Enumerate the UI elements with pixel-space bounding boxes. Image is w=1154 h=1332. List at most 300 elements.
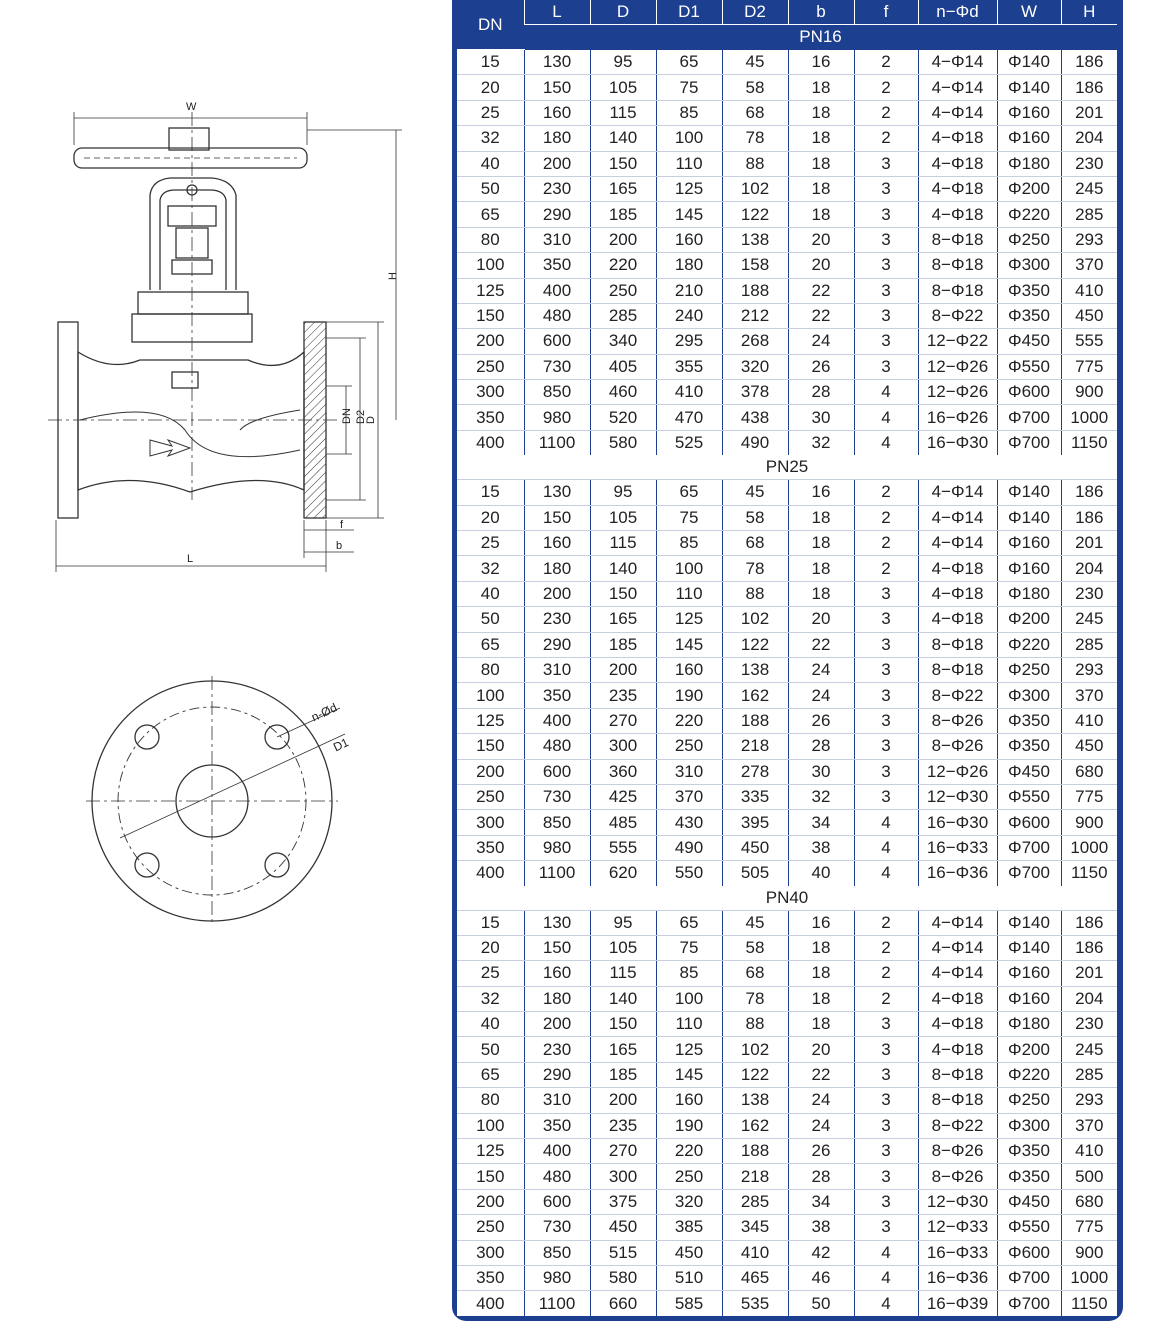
table-cell: 20: [457, 75, 524, 100]
dim-label-d2: D2: [355, 409, 367, 424]
table-cell: 620: [590, 861, 656, 886]
table-cell: 310: [524, 657, 590, 682]
table-cell: 18: [788, 531, 854, 556]
table-row: [457, 986, 1117, 1011]
dim-label-b: b: [336, 540, 343, 552]
table-cell: 186: [1061, 935, 1117, 960]
table-cell: 16−Φ36: [918, 861, 997, 886]
table-cell: 285: [1061, 1062, 1117, 1087]
table-cell: Φ300: [997, 1113, 1061, 1138]
table-cell: 186: [1061, 75, 1117, 100]
table-cell: 12−Φ26: [918, 759, 997, 784]
table-cell: 12−Φ30: [918, 1189, 997, 1214]
table-cell: Φ350: [997, 303, 1061, 328]
table-cell: 850: [524, 810, 590, 835]
table-cell: 500: [1061, 1164, 1117, 1189]
table-cell: 350: [524, 683, 590, 708]
table-cell: 20: [457, 935, 524, 960]
table-cell: Φ160: [997, 100, 1061, 125]
table-cell: 410: [656, 380, 722, 405]
table-cell: 102: [722, 607, 788, 632]
table-cell: 165: [590, 607, 656, 632]
table-cell: 105: [590, 75, 656, 100]
table-cell: 150: [457, 734, 524, 759]
table-cell: 370: [1061, 1113, 1117, 1138]
table-cell: Φ140: [997, 480, 1061, 505]
table-cell: 190: [656, 1113, 722, 1138]
table-row: [457, 935, 1117, 960]
table-cell: 480: [524, 1164, 590, 1189]
table-row: [457, 1215, 1117, 1240]
table-cell: 250: [590, 278, 656, 303]
table-cell: 230: [1061, 1012, 1117, 1037]
table-cell: 285: [1061, 202, 1117, 227]
table-cell: 145: [656, 632, 722, 657]
table-cell: 45: [722, 910, 788, 935]
table-cell: 20: [788, 607, 854, 632]
table-row: [457, 861, 1117, 886]
table-cell: 250: [656, 1164, 722, 1189]
table-cell: 295: [656, 329, 722, 354]
table-cell: 730: [524, 354, 590, 379]
dim-label-d: D: [365, 416, 377, 424]
table-cell: 25: [457, 531, 524, 556]
table-cell: 220: [656, 1139, 722, 1164]
table-cell: 4−Φ18: [918, 126, 997, 151]
pressure-group-row: [457, 455, 1117, 480]
table-cell: 18: [788, 100, 854, 125]
table-row: [457, 1164, 1117, 1189]
table-cell: 65: [457, 1062, 524, 1087]
table-cell: 212: [722, 303, 788, 328]
table-cell: 100: [457, 683, 524, 708]
table-cell: 162: [722, 1113, 788, 1138]
table-row: [457, 1265, 1117, 1290]
table-cell: Φ700: [997, 1265, 1061, 1290]
table-cell: 350: [524, 1113, 590, 1138]
table-cell: 4−Φ14: [918, 961, 997, 986]
table-cell: 50: [457, 1037, 524, 1062]
table-cell: 45: [722, 50, 788, 75]
table-cell: Φ350: [997, 1164, 1061, 1189]
table-cell: 2: [854, 50, 918, 75]
spec-table: [457, 0, 1117, 1316]
table-cell: 122: [722, 202, 788, 227]
table-cell: 490: [722, 430, 788, 455]
table-cell: 150: [590, 151, 656, 176]
table-cell: 268: [722, 329, 788, 354]
table-cell: 4: [854, 1240, 918, 1265]
table-cell: 140: [590, 556, 656, 581]
table-cell: 2: [854, 986, 918, 1011]
table-cell: 350: [457, 835, 524, 860]
table-cell: 355: [656, 354, 722, 379]
table-cell: 100: [656, 126, 722, 151]
table-cell: 4−Φ14: [918, 480, 997, 505]
table-cell: 4−Φ14: [918, 531, 997, 556]
table-row: [457, 632, 1117, 657]
table-cell: 125: [656, 607, 722, 632]
table-cell: 4−Φ18: [918, 176, 997, 201]
table-cell: 3: [854, 1012, 918, 1037]
spec-table-frame: [452, 0, 1123, 1321]
table-cell: 425: [590, 784, 656, 809]
table-cell: 18: [788, 556, 854, 581]
table-cell: Φ140: [997, 505, 1061, 530]
table-cell: 410: [1061, 278, 1117, 303]
table-cell: 105: [590, 935, 656, 960]
table-cell: 68: [722, 961, 788, 986]
table-cell: Φ140: [997, 910, 1061, 935]
table-cell: Φ180: [997, 581, 1061, 606]
table-cell: 555: [590, 835, 656, 860]
table-cell: Φ550: [997, 784, 1061, 809]
col-header-b: b: [788, 0, 854, 25]
table-cell: 100: [656, 556, 722, 581]
table-cell: 115: [590, 961, 656, 986]
table-cell: 660: [590, 1291, 656, 1316]
table-cell: 204: [1061, 986, 1117, 1011]
table-cell: 450: [722, 835, 788, 860]
table-cell: 16−Φ36: [918, 1265, 997, 1290]
dim-label-w: W: [186, 101, 197, 113]
table-cell: 125: [457, 278, 524, 303]
table-cell: 438: [722, 405, 788, 430]
table-cell: 145: [656, 1062, 722, 1087]
table-cell: 188: [722, 1139, 788, 1164]
table-row: [457, 1012, 1117, 1037]
table-cell: 200: [524, 581, 590, 606]
table-cell: 285: [1061, 632, 1117, 657]
table-cell: 250: [457, 784, 524, 809]
table-cell: 290: [524, 1062, 590, 1087]
table-cell: 18: [788, 126, 854, 151]
table-cell: 78: [722, 126, 788, 151]
table-cell: 28: [788, 734, 854, 759]
table-cell: 220: [656, 708, 722, 733]
table-cell: 3: [854, 683, 918, 708]
table-cell: Φ220: [997, 202, 1061, 227]
table-cell: 240: [656, 303, 722, 328]
table-cell: Φ700: [997, 835, 1061, 860]
table-cell: 201: [1061, 961, 1117, 986]
table-cell: 115: [590, 100, 656, 125]
table-cell: Φ250: [997, 657, 1061, 682]
table-cell: 130: [524, 480, 590, 505]
table-cell: 3: [854, 176, 918, 201]
table-cell: 8−Φ26: [918, 1164, 997, 1189]
table-cell: 3: [854, 607, 918, 632]
table-cell: Φ160: [997, 126, 1061, 151]
table-row: [457, 759, 1117, 784]
table-cell: 25: [457, 100, 524, 125]
table-cell: 45: [722, 480, 788, 505]
table-cell: 160: [656, 1088, 722, 1113]
table-cell: 185: [590, 632, 656, 657]
table-cell: 775: [1061, 784, 1117, 809]
table-cell: 230: [524, 607, 590, 632]
table-cell: 32: [788, 784, 854, 809]
table-cell: Φ250: [997, 1088, 1061, 1113]
table-cell: 25: [457, 961, 524, 986]
table-cell: 278: [722, 759, 788, 784]
table-cell: 400: [524, 1139, 590, 1164]
table-cell: 190: [656, 683, 722, 708]
table-cell: 15: [457, 50, 524, 75]
table-cell: 3: [854, 253, 918, 278]
table-cell: 320: [722, 354, 788, 379]
table-cell: 200: [590, 1088, 656, 1113]
table-cell: 4−Φ18: [918, 556, 997, 581]
table-cell: 4: [854, 861, 918, 886]
table-cell: 115: [590, 531, 656, 556]
table-cell: 24: [788, 329, 854, 354]
table-cell: 300: [457, 810, 524, 835]
table-row: [457, 1062, 1117, 1087]
table-row: [457, 354, 1117, 379]
table-cell: 310: [656, 759, 722, 784]
table-cell: Φ160: [997, 961, 1061, 986]
table-cell: 3: [854, 759, 918, 784]
table-cell: 95: [590, 50, 656, 75]
table-cell: 18: [788, 75, 854, 100]
table-cell: 850: [524, 1240, 590, 1265]
table-cell: 4−Φ18: [918, 1037, 997, 1062]
col-header-d: D: [590, 0, 656, 25]
table-cell: 4−Φ14: [918, 935, 997, 960]
table-cell: 2: [854, 961, 918, 986]
table-row: [457, 1139, 1117, 1164]
table-cell: 230: [524, 1037, 590, 1062]
table-cell: 40: [788, 861, 854, 886]
table-cell: 125: [656, 1037, 722, 1062]
table-cell: 15: [457, 910, 524, 935]
table-cell: 410: [1061, 1139, 1117, 1164]
table-cell: 3: [854, 1037, 918, 1062]
table-cell: 4: [854, 1291, 918, 1316]
table-cell: 158: [722, 253, 788, 278]
table-cell: Φ450: [997, 759, 1061, 784]
table-cell: 32: [457, 126, 524, 151]
table-cell: 65: [457, 632, 524, 657]
table-cell: 345: [722, 1215, 788, 1240]
table-cell: Φ180: [997, 151, 1061, 176]
table-cell: 180: [524, 126, 590, 151]
table-cell: 293: [1061, 657, 1117, 682]
table-cell: 30: [788, 405, 854, 430]
valve-side-view: [48, 112, 338, 518]
table-cell: 85: [656, 531, 722, 556]
table-cell: 200: [524, 151, 590, 176]
table-row: [457, 581, 1117, 606]
table-cell: 235: [590, 683, 656, 708]
table-cell: 12−Φ26: [918, 380, 997, 405]
table-cell: Φ700: [997, 405, 1061, 430]
table-cell: 350: [457, 405, 524, 430]
table-cell: 1150: [1061, 430, 1117, 455]
table-cell: 110: [656, 581, 722, 606]
table-cell: 555: [1061, 329, 1117, 354]
table-cell: 58: [722, 935, 788, 960]
table-row: [457, 1113, 1117, 1138]
table-row: [457, 1189, 1117, 1214]
dim-label-l: L: [187, 553, 194, 565]
table-cell: 250: [457, 354, 524, 379]
table-cell: 26: [788, 1139, 854, 1164]
table-cell: 220: [590, 253, 656, 278]
table-cell: Φ600: [997, 810, 1061, 835]
table-cell: Φ220: [997, 632, 1061, 657]
table-cell: 80: [457, 657, 524, 682]
table-cell: 600: [524, 329, 590, 354]
table-cell: 480: [524, 734, 590, 759]
table-cell: 730: [524, 1215, 590, 1240]
table-cell: 200: [524, 1012, 590, 1037]
table-cell: 3: [854, 632, 918, 657]
table-cell: 100: [457, 1113, 524, 1138]
table-cell: 100: [457, 253, 524, 278]
table-cell: 88: [722, 581, 788, 606]
col-header-dn: DN: [457, 0, 524, 50]
table-cell: 4−Φ18: [918, 202, 997, 227]
table-cell: 8−Φ26: [918, 1139, 997, 1164]
table-cell: 140: [590, 126, 656, 151]
table-cell: 18: [788, 176, 854, 201]
table-cell: 150: [590, 581, 656, 606]
table-cell: 16−Φ30: [918, 430, 997, 455]
table-cell: 80: [457, 1088, 524, 1113]
table-cell: 26: [788, 354, 854, 379]
table-cell: 200: [590, 227, 656, 252]
table-cell: 230: [524, 176, 590, 201]
table-cell: 525: [656, 430, 722, 455]
table-cell: 3: [854, 1139, 918, 1164]
table-cell: Φ550: [997, 1215, 1061, 1240]
table-row: [457, 253, 1117, 278]
table-cell: 110: [656, 1012, 722, 1037]
table-cell: 4−Φ18: [918, 581, 997, 606]
table-cell: 58: [722, 75, 788, 100]
table-cell: 4−Φ14: [918, 505, 997, 530]
table-cell: Φ700: [997, 861, 1061, 886]
table-cell: 40: [457, 151, 524, 176]
table-cell: Φ200: [997, 176, 1061, 201]
table-cell: 4−Φ14: [918, 75, 997, 100]
table-cell: 24: [788, 1113, 854, 1138]
table-cell: 8−Φ18: [918, 253, 997, 278]
table-row: [457, 657, 1117, 682]
table-cell: 580: [590, 1265, 656, 1290]
table-cell: 12−Φ33: [918, 1215, 997, 1240]
table-cell: 3: [854, 784, 918, 809]
table-cell: 75: [656, 505, 722, 530]
table-cell: 16: [788, 50, 854, 75]
table-cell: 20: [457, 505, 524, 530]
table-cell: 340: [590, 329, 656, 354]
table-cell: 4−Φ18: [918, 1012, 997, 1037]
table-cell: 150: [524, 505, 590, 530]
table-cell: 4: [854, 835, 918, 860]
table-cell: 40: [457, 1012, 524, 1037]
col-header-d1: D1: [656, 0, 722, 25]
table-cell: 16−Φ39: [918, 1291, 997, 1316]
table-cell: 450: [1061, 734, 1117, 759]
table-cell: 400: [524, 708, 590, 733]
table-header: [457, 0, 1117, 50]
table-cell: 200: [457, 329, 524, 354]
table-row: [457, 1291, 1117, 1316]
table-cell: 900: [1061, 1240, 1117, 1265]
flange-front-view: [86, 676, 345, 926]
table-cell: 4−Φ18: [918, 607, 997, 632]
table-row: [457, 784, 1117, 809]
table-cell: 32: [788, 430, 854, 455]
table-cell: 8−Φ22: [918, 303, 997, 328]
table-cell: 185: [590, 202, 656, 227]
table-cell: 105: [590, 505, 656, 530]
table-cell: 150: [590, 1012, 656, 1037]
table-cell: 12−Φ30: [918, 784, 997, 809]
table-cell: 24: [788, 1088, 854, 1113]
table-cell: 470: [656, 405, 722, 430]
table-cell: Φ350: [997, 708, 1061, 733]
table-cell: 450: [590, 1215, 656, 1240]
table-cell: 4: [854, 430, 918, 455]
table-cell: 310: [524, 1088, 590, 1113]
dim-label-h: H: [387, 272, 399, 280]
table-cell: 200: [590, 657, 656, 682]
table-cell: 1000: [1061, 405, 1117, 430]
table-cell: Φ140: [997, 50, 1061, 75]
table-cell: 480: [524, 303, 590, 328]
table-cell: 680: [1061, 759, 1117, 784]
table-cell: 270: [590, 1139, 656, 1164]
table-cell: 140: [590, 986, 656, 1011]
table-row: [457, 1037, 1117, 1062]
table-cell: 186: [1061, 50, 1117, 75]
table-cell: 400: [457, 861, 524, 886]
table-cell: 20: [788, 1037, 854, 1062]
table-cell: 8−Φ26: [918, 708, 997, 733]
table-cell: 138: [722, 1088, 788, 1113]
table-cell: 250: [656, 734, 722, 759]
table-cell: 410: [1061, 708, 1117, 733]
table-cell: 3: [854, 354, 918, 379]
table-cell: 2: [854, 531, 918, 556]
table-cell: 218: [722, 1164, 788, 1189]
table-cell: 485: [590, 810, 656, 835]
dim-label-dn: DN: [341, 408, 353, 424]
table-cell: 400: [457, 430, 524, 455]
table-cell: 16: [788, 910, 854, 935]
table-cell: 1100: [524, 861, 590, 886]
table-cell: 370: [1061, 253, 1117, 278]
table-cell: 3: [854, 581, 918, 606]
table-cell: 520: [590, 405, 656, 430]
table-cell: 68: [722, 531, 788, 556]
table-cell: 200: [457, 759, 524, 784]
pressure-group-label: PN25: [457, 455, 1117, 480]
col-header-nd: n−Φd: [918, 0, 997, 25]
table-cell: 300: [457, 1240, 524, 1265]
table-cell: 230: [1061, 581, 1117, 606]
table-row: [457, 607, 1117, 632]
table-cell: Φ140: [997, 75, 1061, 100]
table-cell: 550: [656, 861, 722, 886]
valve-drawing: [0, 0, 450, 1332]
table-cell: 160: [524, 531, 590, 556]
table-cell: Φ450: [997, 329, 1061, 354]
